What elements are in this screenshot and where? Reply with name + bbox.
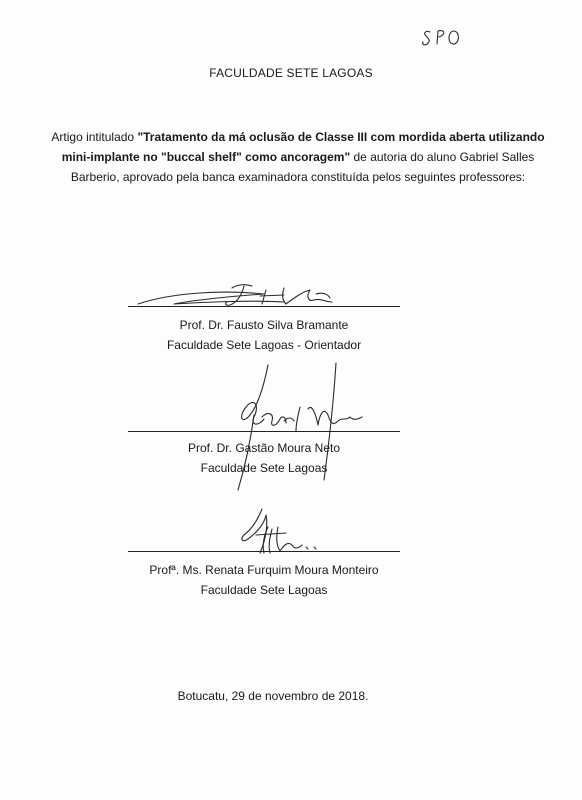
signatory-name-1: Prof. Dr. Fausto Silva Bramante bbox=[179, 318, 349, 332]
handwritten-corner-note bbox=[420, 24, 470, 50]
signatory-institution-1: Faculdade Sete Lagoas - Orientador bbox=[166, 338, 362, 352]
faculty-title: FACULDADE SETE LAGOAS bbox=[209, 66, 373, 80]
signatory-institution-3: Faculdade Sete Lagoas bbox=[200, 583, 328, 597]
intro-prefix: Artigo intitulado bbox=[51, 130, 138, 144]
signatory-institution-2: Faculdade Sete Lagoas bbox=[200, 461, 328, 475]
intro-paragraph bbox=[48, 127, 548, 187]
place-and-date: Botucatu, 29 de novembro de 2018. bbox=[177, 689, 369, 703]
signature-block-1 bbox=[128, 278, 404, 358]
intro-rest: de autoria do aluno Gabriel Salles Barberio, aprovado pela banca examinadora constituída pelos seguintes professores: bbox=[70, 150, 535, 184]
signature-block-2 bbox=[128, 355, 404, 485]
signatory-name-3: Profª. Ms. Renata Furquim Moura Monteiro bbox=[149, 563, 379, 577]
signatory-name-2: Prof. Dr. Gastão Moura Neto bbox=[187, 441, 341, 455]
signature-renata bbox=[234, 505, 344, 565]
signature-line-1 bbox=[128, 306, 400, 307]
article-title: "Tratamento da má oclusão de Classe III com mordida aberta utilizando mini-implante no "buccal shelf" como ancoragem" bbox=[61, 130, 545, 164]
signature-line-2 bbox=[128, 431, 400, 432]
signature-block-3 bbox=[128, 505, 404, 605]
signature-line-3 bbox=[128, 551, 400, 552]
